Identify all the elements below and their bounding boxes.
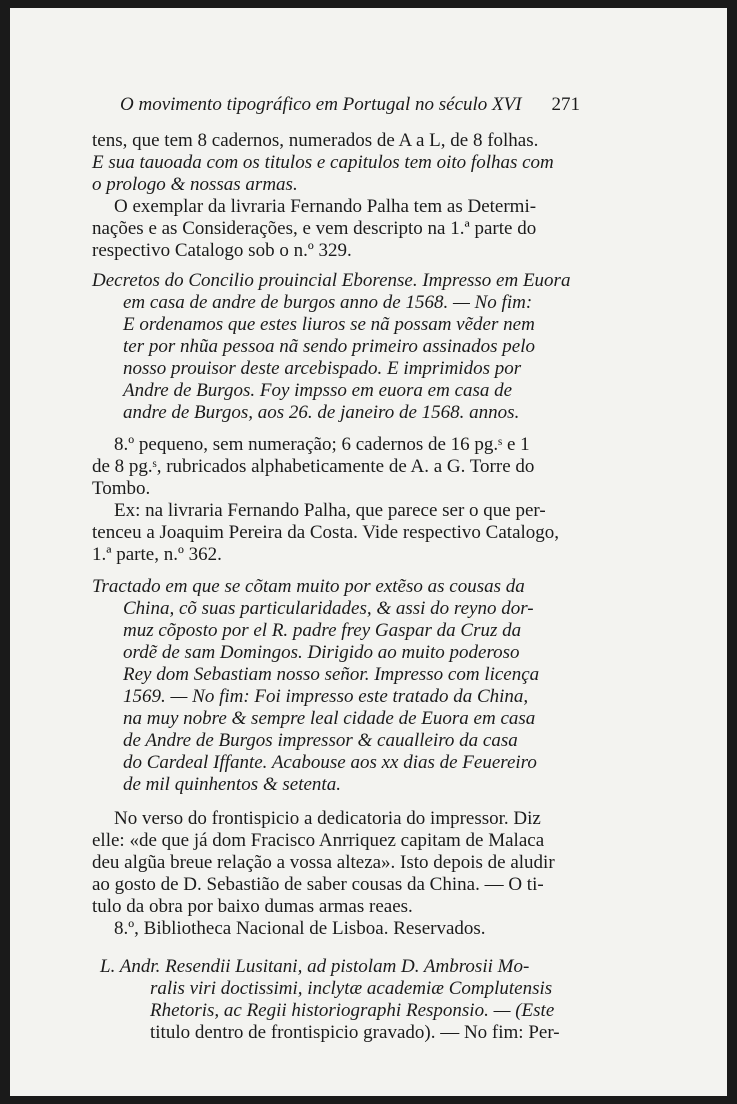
text-line: No verso do frontispicio a dedicatoria do impressor. Diz xyxy=(114,808,541,829)
text-line: 1569. — No fim: Foi impresso este tratado da China, xyxy=(123,686,529,707)
text-line: do Cardeal Iffante. Acabouse aos xx dias de Feuereiro xyxy=(123,752,537,773)
text-line: Rhetoris, ac Regii historiographi Responsio. — (Este xyxy=(150,1000,555,1021)
text-line: em casa de andre de burgos anno de 1568. — No fim: xyxy=(123,292,533,313)
page-number: 271 xyxy=(551,94,580,115)
text-line: na muy nobre & sempre leal cidade de Euora em casa xyxy=(123,708,536,729)
text-line: de mil quinhentos & setenta. xyxy=(123,774,341,795)
text-line: nosso prouisor deste arcebispado. E imprimidos por xyxy=(123,358,522,379)
text-line: deu algũa breue relação a vossa alteza». Isto depois de aludir xyxy=(92,852,555,873)
text-line: Ex: na livraria Fernando Palha, que parece ser o que per- xyxy=(114,500,546,521)
text-line: Rey dom Sebastiam nosso señor. Impresso com licença xyxy=(123,664,540,685)
text-line: Decretos do Concilio prouincial Eborense. Impresso em Euora xyxy=(92,270,571,291)
running-header xyxy=(120,94,580,118)
text-line: China, cõ suas particularidades, & assi do reyno dor- xyxy=(123,598,534,619)
text-line: Tractado em que se cõtam muito por extẽso as cousas da xyxy=(92,576,525,597)
running-title: O movimento tipográfico em Portugal no século XVI xyxy=(120,94,522,115)
text-line: andre de Burgos, aos 26. de janeiro de 1568. annos. xyxy=(123,402,520,423)
text-line: ralis viri doctissimi, inclytæ academiæ Complutensis xyxy=(150,978,553,999)
text-line: 8.º pequeno, sem numeração; 6 cadernos de 16 pg.ˢ e 1 xyxy=(114,434,530,455)
text-line: E ordenamos que estes liuros se nã possam vẽder nem xyxy=(123,314,535,335)
text-line: O exemplar da livraria Fernando Palha tem as Determi- xyxy=(114,196,537,217)
book-page xyxy=(10,8,727,1096)
text-line: nações e as Considerações, e vem descripto na 1.ª parte do xyxy=(92,218,537,239)
text-line: tulo da obra por baixo dumas armas reaes. xyxy=(92,896,413,917)
text-line: de 8 pg.ˢ, rubricados alphabeticamente de A. a G. Torre do xyxy=(92,456,535,477)
text-line: titulo dentro de frontispicio gravado). — No fim: Per- xyxy=(150,1022,560,1043)
text-line: tens, que tem 8 cadernos, numerados de A a L, de 8 folhas. xyxy=(92,130,539,151)
text-line: E sua tauoada com os titulos e capitulos tem oito folhas com xyxy=(92,152,554,173)
text-line: ao gosto de D. Sebastião de saber cousas da China. — O ti- xyxy=(92,874,544,895)
text-line: o prologo & nossas armas. xyxy=(92,174,298,195)
text-line: Andre de Burgos. Foy impsso em euora em casa de xyxy=(123,380,513,401)
text-line: ordẽ de sam Domingos. Dirigido ao muito poderoso xyxy=(123,642,520,663)
text-line: tenceu a Joaquim Pereira da Costa. Vide respectivo Catalogo, xyxy=(92,522,560,543)
text-line: L. Andr. Resendii Lusitani, ad pistolam D. Ambrosii Mo- xyxy=(100,956,530,977)
text-line: de Andre de Burgos impressor & caualleiro da casa xyxy=(123,730,518,751)
text-line: muz cõposto por el R. padre frey Gaspar da Cruz da xyxy=(123,620,522,641)
text-line: elle: «de que já dom Fracisco Anrriquez capitam de Malaca xyxy=(92,830,545,851)
text-line: 8.º, Bibliotheca Nacional de Lisboa. Reservados. xyxy=(114,918,486,939)
text-line: Tombo. xyxy=(92,478,151,499)
text-line: ter por nhũa pessoa nã sendo primeiro assinados pelo xyxy=(123,336,536,357)
text-line: respectivo Catalogo sob o n.º 329. xyxy=(92,240,352,261)
text-line: 1.ª parte, n.º 362. xyxy=(92,544,222,565)
